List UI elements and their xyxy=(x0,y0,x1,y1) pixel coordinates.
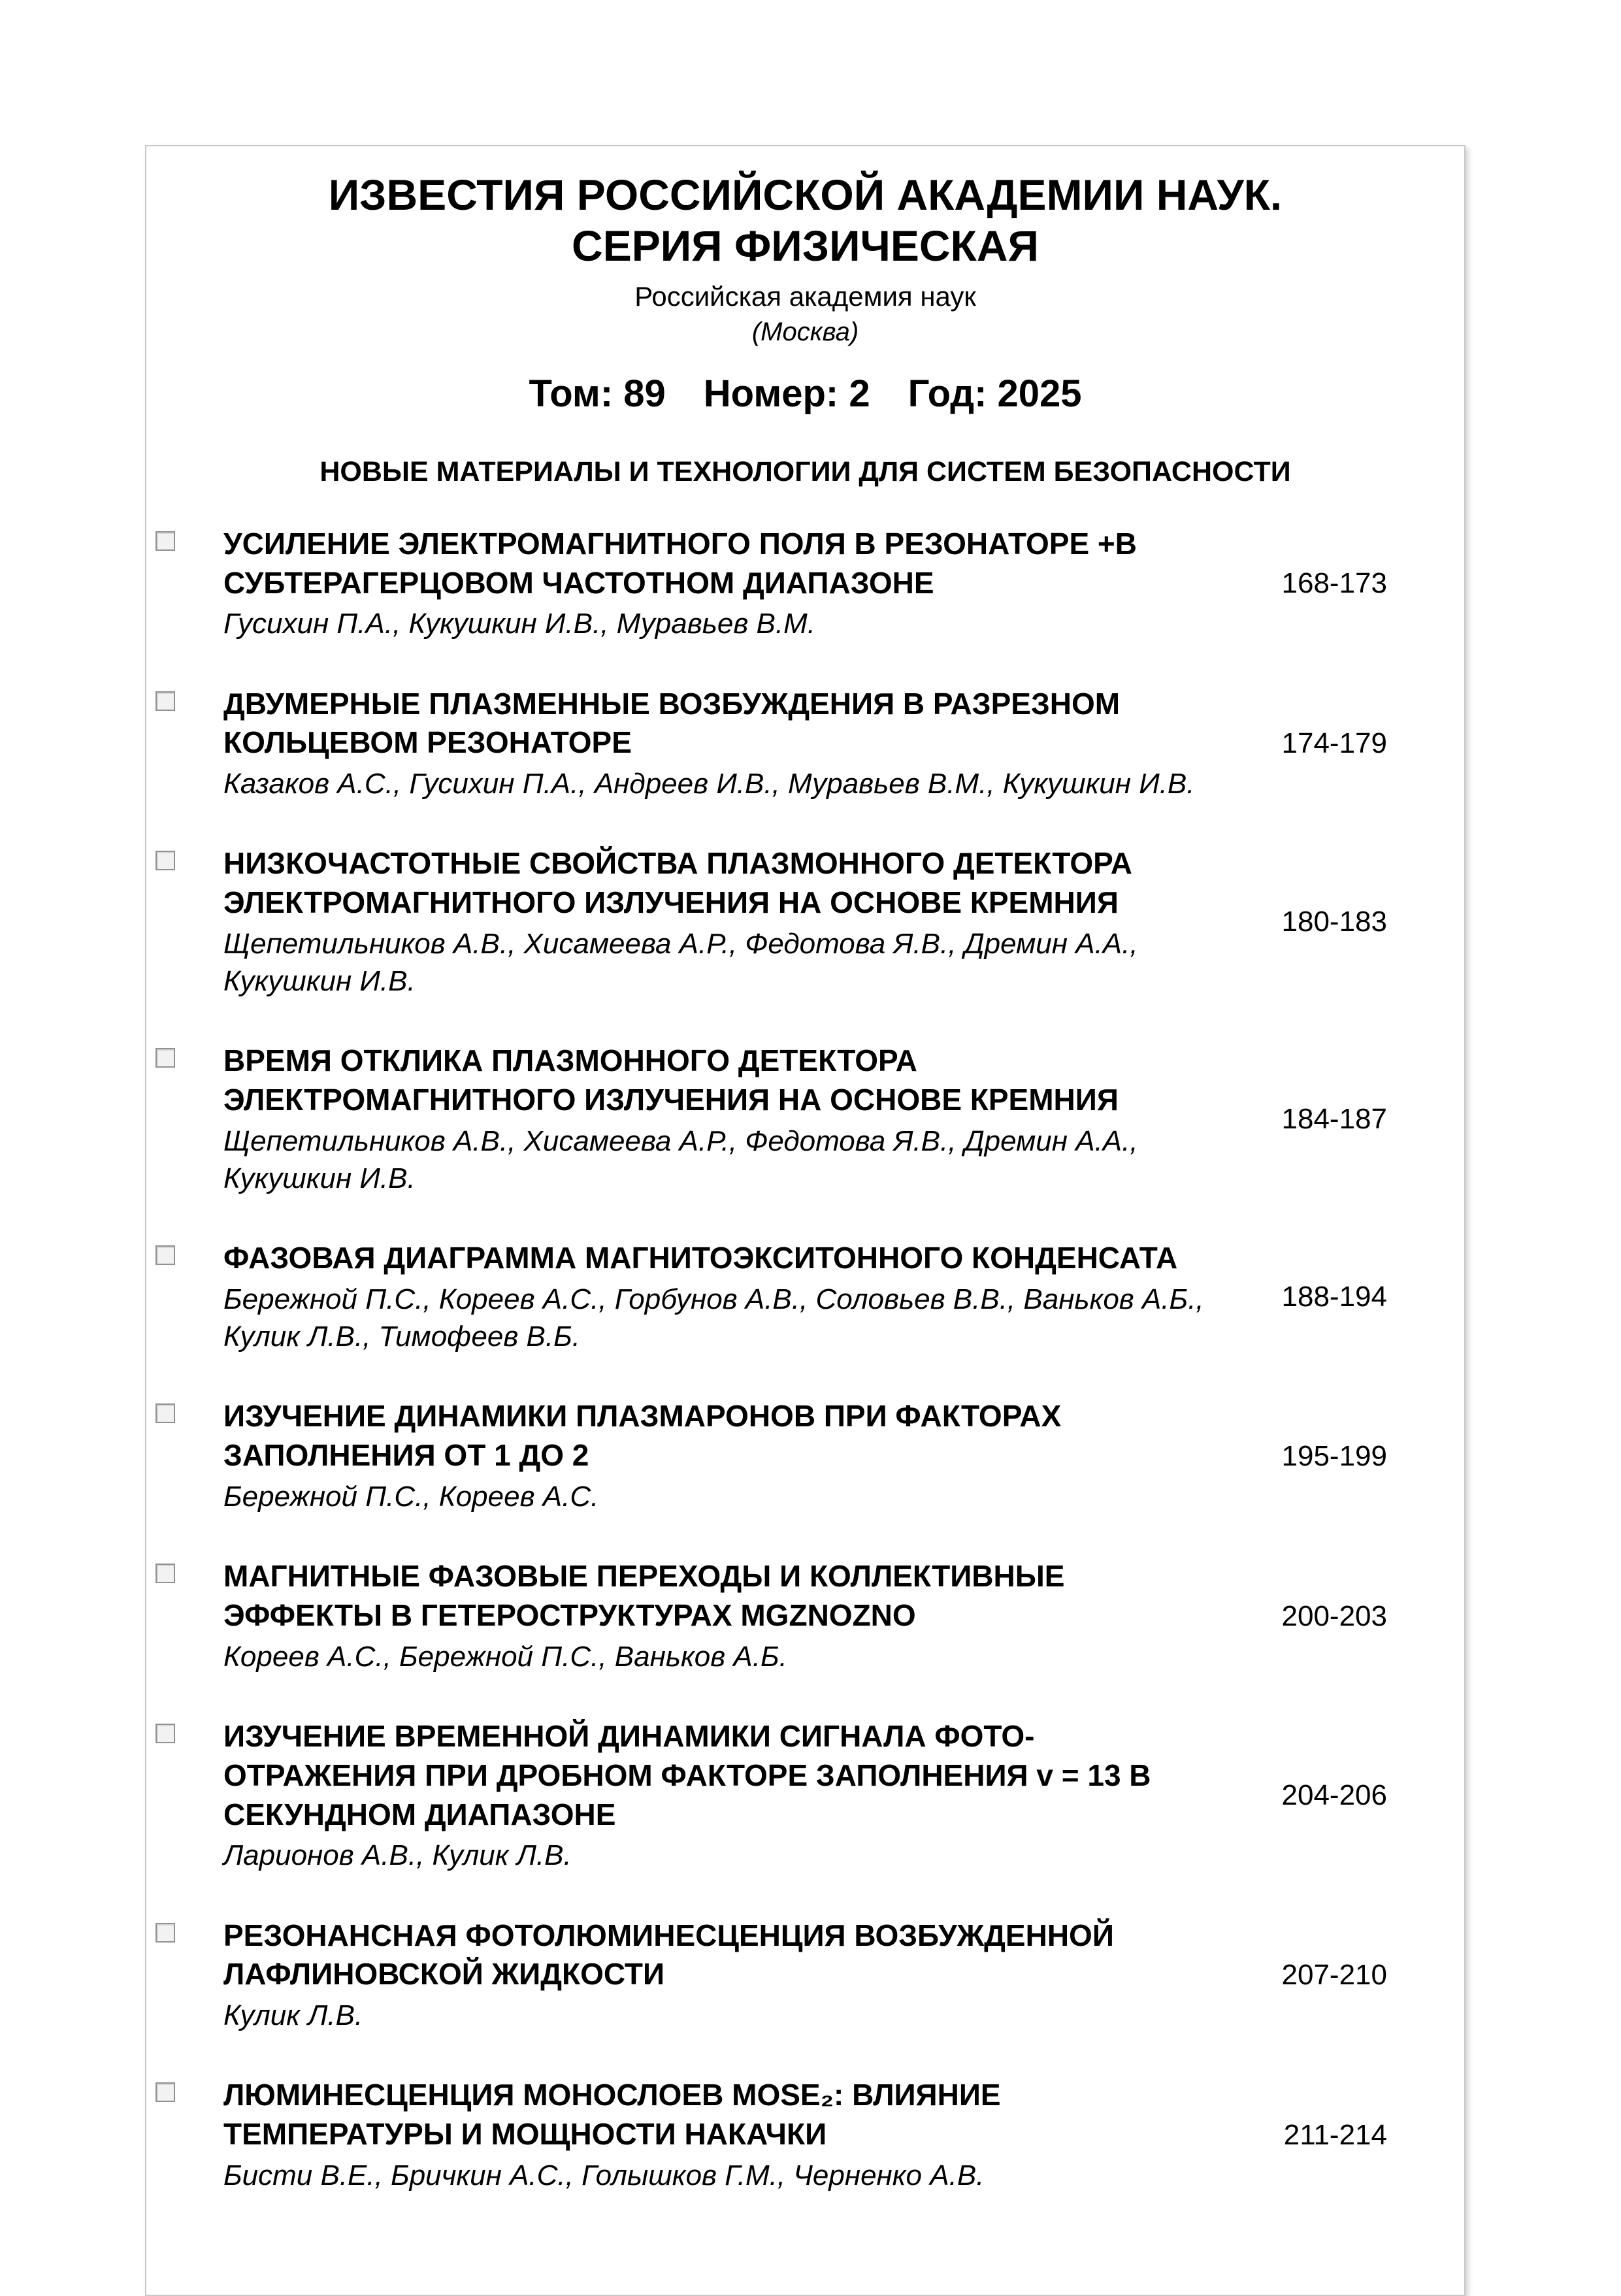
article-pages: 180-183 xyxy=(1281,906,1387,938)
article-authors: Гусихин П.А., Кукушкин И.В., Муравьев В.М. xyxy=(223,608,815,640)
journal-toc-page xyxy=(145,145,1465,2296)
article-checkbox[interactable] xyxy=(156,691,175,711)
article-checkbox[interactable] xyxy=(156,2082,175,2102)
checkbox-column xyxy=(156,685,223,803)
article-row-9 xyxy=(146,1916,1464,2035)
article-title: ИЗУЧЕНИЕ ДИНАМИКИ ПЛАЗМАРОНОВ ПРИ ФАКТОРАХ ЗАПОЛНЕНИЯ ОТ 1 ДО 2 xyxy=(223,1399,1062,1473)
article-row-4 xyxy=(146,1041,1464,1197)
journal-title-line2: СЕРИЯ ФИЗИЧЕСКАЯ xyxy=(572,221,1039,270)
article-row-10 xyxy=(146,2076,1464,2194)
issue-year: Год: 2025 xyxy=(908,372,1082,415)
article-row-1 xyxy=(146,525,1464,643)
article-title: ДВУМЕРНЫЕ ПЛАЗМЕННЫЕ ВОЗБУЖДЕНИЯ В РАЗРЕЗНОМ КОЛЬЦЕВОМ РЕЗОНАТОРЕ xyxy=(223,686,1121,760)
article-title: МАГНИТНЫЕ ФАЗОВЫЕ ПЕРЕХОДЫ И КОЛЛЕКТИВНЫЕ ЭФФЕКТЫ В ГЕТЕРОСТРУКТУРАХ MGZNOZNO xyxy=(223,1559,1065,1632)
checkbox-column xyxy=(156,1239,223,1355)
section-title: НОВЫЕ МАТЕРИАЛЫ И ТЕХНОЛОГИИ ДЛЯ СИСТЕМ БЕЗОПАСНОСТИ xyxy=(319,455,1291,487)
article-info xyxy=(223,1397,1217,1515)
article-row-2 xyxy=(146,685,1464,803)
article-title: РЕЗОНАНСНАЯ ФОТОЛЮМИНЕСЦЕНЦИЯ ВОЗБУЖДЕННОЙ ЛАФЛИНОВСКОЙ ЖИДКОСТИ xyxy=(223,1918,1114,1992)
article-pages: 204-206 xyxy=(1281,1779,1387,1812)
article-row-5 xyxy=(146,1239,1464,1355)
checkbox-column xyxy=(156,1717,223,1875)
journal-title xyxy=(172,170,1438,272)
article-authors: Казаков А.С., Гусихин П.А., Андреев И.В., Муравьев В.М., Кукушкин И.В. xyxy=(223,768,1195,800)
article-pages: 200-203 xyxy=(1281,1599,1387,1632)
article-row-7 xyxy=(146,1557,1464,1675)
article-authors: Бисти В.Е., Бричкин А.С., Голышков Г.М., Черненко А.В. xyxy=(223,2159,985,2191)
journal-title-line1: ИЗВЕСТИЯ РОССИЙСКОЙ АКАДЕМИИ НАУК. xyxy=(328,171,1283,219)
article-title: ЛЮМИНЕСЦЕНЦИЯ МОНОСЛОЕВ MOSE₂: ВЛИЯНИЕ ТЕМПЕРАТУРЫ И МОЩНОСТИ НАКАЧКИ xyxy=(223,2078,1001,2152)
article-pages: 207-210 xyxy=(1281,1958,1387,1991)
article-info xyxy=(223,525,1217,643)
article-pages: 174-179 xyxy=(1281,727,1387,759)
article-pages: 168-173 xyxy=(1281,567,1387,600)
article-pages: 184-187 xyxy=(1281,1103,1387,1136)
checkbox-column xyxy=(156,2076,223,2194)
article-authors: Щепетильников А.В., Хисамеева А.Р., Федотова Я.В., Дремин А.А., Кукушкин И.В. xyxy=(223,1124,1138,1195)
checkbox-column xyxy=(156,1041,223,1197)
article-title: ИЗУЧЕНИЕ ВРЕМЕННОЙ ДИНАМИКИ СИГНАЛА ФОТО-ОТРАЖЕНИЯ ПРИ ДРОБНОМ ФАКТОРЕ ЗАПОЛНЕНИЯ v = 13 В СЕКУНДНОМ ДИАПАЗОНЕ xyxy=(223,1718,1151,1831)
checkbox-column xyxy=(156,1557,223,1675)
article-info xyxy=(223,1557,1217,1675)
article-info xyxy=(223,1239,1217,1355)
article-checkbox[interactable] xyxy=(156,1724,175,1743)
article-checkbox[interactable] xyxy=(156,1923,175,1943)
article-checkbox[interactable] xyxy=(156,1048,175,1068)
article-row-3 xyxy=(146,844,1464,1000)
checkbox-column xyxy=(156,1916,223,2035)
publisher-city: (Москва) xyxy=(751,317,859,346)
article-authors: Бережной П.С., Кореев А.С., Горбунов А.В., Соловьев В.В., Ваньков А.Б., Кулик Л.В., Тимофеев В.Б. xyxy=(223,1283,1204,1353)
article-info xyxy=(223,685,1217,803)
article-pages: 188-194 xyxy=(1281,1281,1387,1313)
article-title: ФАЗОВАЯ ДИАГРАММА МАГНИТОЭКСИТОННОГО КОНДЕНСАТА xyxy=(223,1241,1178,1275)
article-authors: Ларионов А.В., Кулик Л.В. xyxy=(223,1839,572,1872)
issue-volume: Том: 89 xyxy=(529,372,666,415)
article-title: УСИЛЕНИЕ ЭЛЕКТРОМАГНИТНОГО ПОЛЯ В РЕЗОНАТОРЕ +В СУБТЕРАГЕРЦОВОМ ЧАСТОТНОМ ДИАПАЗОНЕ xyxy=(223,526,1138,600)
publisher-name: Российская академия наук xyxy=(634,280,976,312)
article-title: НИЗКОЧАСТОТНЫЕ СВОЙСТВА ПЛАЗМОННОГО ДЕТЕКТОРА ЭЛЕКТРОМАГНИТНОГО ИЗЛУЧЕНИЯ НА ОСНОВЕ КРЕМНИЯ xyxy=(223,846,1132,920)
checkbox-column xyxy=(156,1397,223,1515)
article-info xyxy=(223,1916,1217,2035)
article-checkbox[interactable] xyxy=(156,851,175,870)
article-list xyxy=(146,525,1464,2194)
issue-info xyxy=(146,372,1464,416)
article-pages: 195-199 xyxy=(1281,1439,1387,1472)
article-authors: Бережной П.С., Кореев А.С. xyxy=(223,1481,599,1513)
article-authors: Щепетильников А.В., Хисамеева А.Р., Федотова Я.В., Дремин А.А., Кукушкин И.В. xyxy=(223,927,1138,998)
article-authors: Кулик Л.В. xyxy=(223,1999,363,2032)
article-title: ВРЕМЯ ОТКЛИКА ПЛАЗМОННОГО ДЕТЕКТОРА ЭЛЕКТРОМАГНИТНОГО ИЗЛУЧЕНИЯ НА ОСНОВЕ КРЕМНИЯ xyxy=(223,1043,1119,1117)
article-info xyxy=(223,1041,1217,1197)
article-checkbox[interactable] xyxy=(156,1403,175,1423)
article-row-6 xyxy=(146,1397,1464,1515)
article-info xyxy=(223,2076,1217,2194)
article-checkbox[interactable] xyxy=(156,1245,175,1265)
article-pages: 211-214 xyxy=(1283,2118,1387,2151)
article-info xyxy=(223,1717,1217,1875)
checkbox-column xyxy=(156,525,223,643)
article-info xyxy=(223,844,1217,1000)
checkbox-column xyxy=(156,844,223,1000)
article-authors: Кореев А.С., Бережной П.С., Ваньков А.Б. xyxy=(223,1640,787,1673)
issue-number: Номер: 2 xyxy=(703,372,870,415)
article-row-8 xyxy=(146,1717,1464,1875)
article-checkbox[interactable] xyxy=(156,531,175,551)
article-checkbox[interactable] xyxy=(156,1564,175,1583)
